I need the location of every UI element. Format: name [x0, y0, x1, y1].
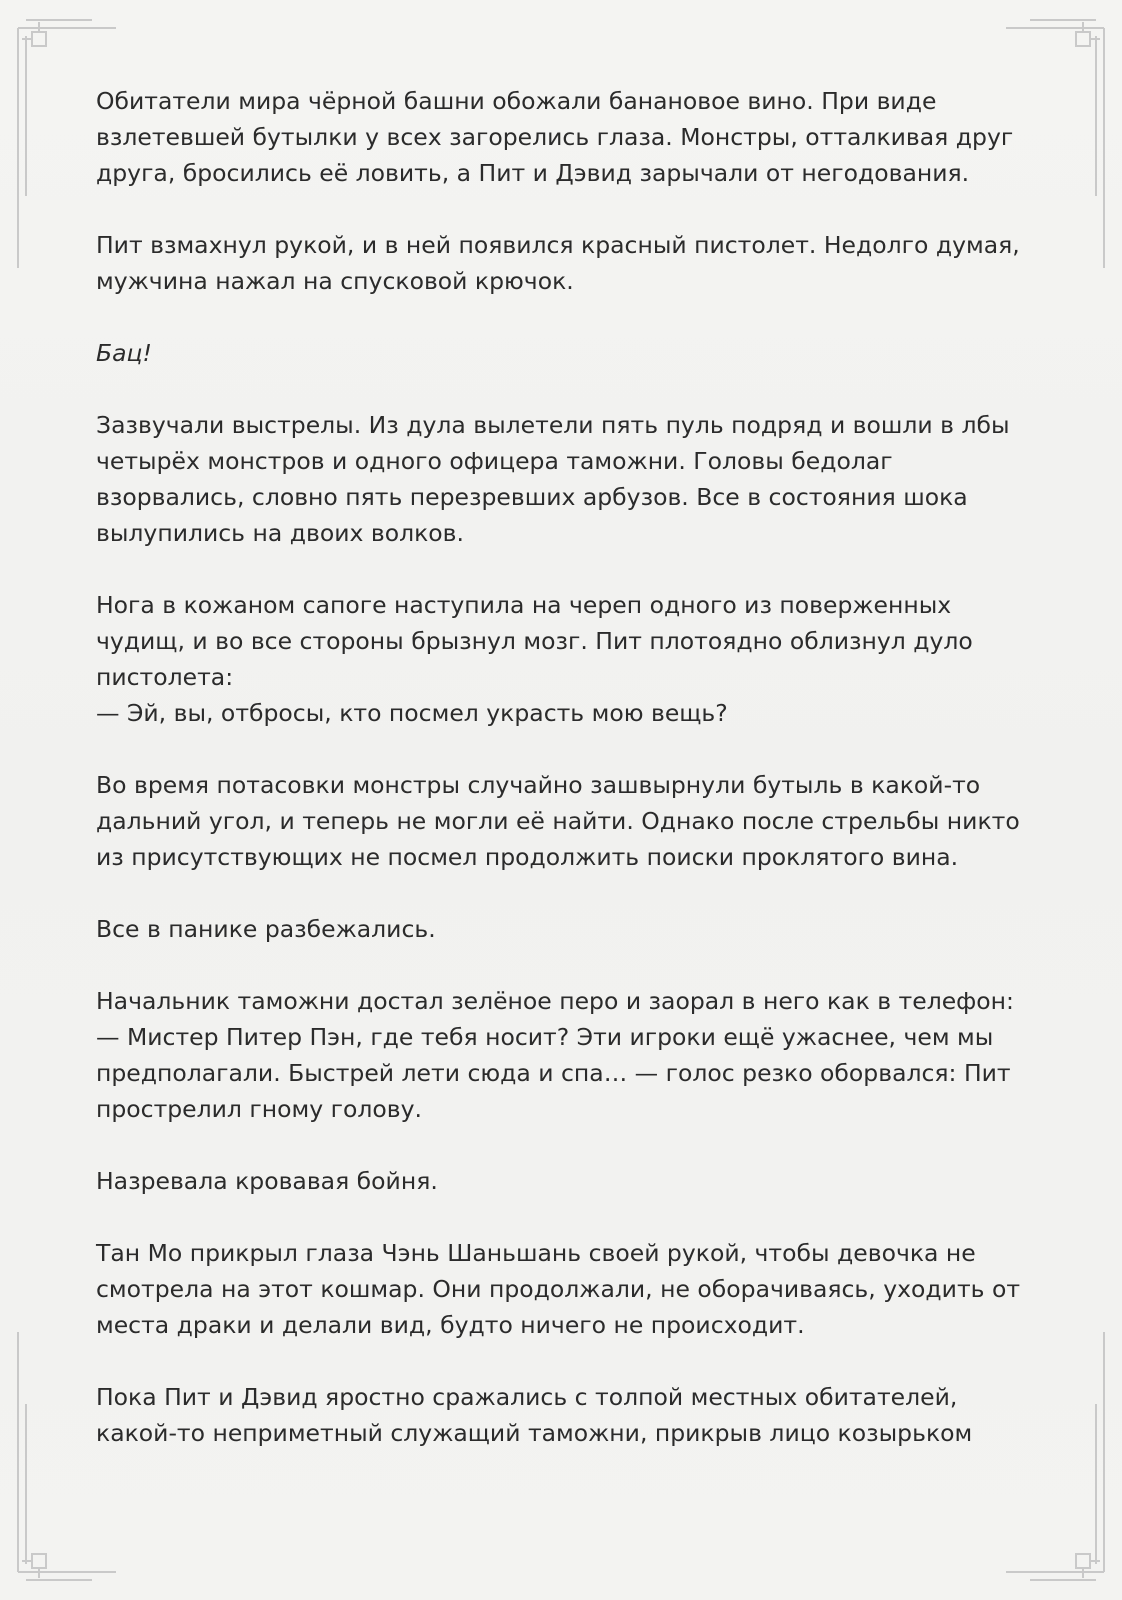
text-line: четырёх монстров и одного офицера таможни. Головы бедолаг: [96, 447, 893, 475]
document-text-body: [96, 83, 1026, 1487]
text-line: Тан Мо прикрыл глаза Чэнь Шаньшань своей рукой, чтобы девочка не: [96, 1239, 976, 1267]
text-line: вылупились на двоих волков.: [96, 519, 465, 547]
text-line: Пока Пит и Дэвид яростно сражались с толпой местных обитателей,: [96, 1383, 958, 1411]
text-line: Все в панике разбежались.: [96, 915, 436, 943]
text-line: Пит взмахнул рукой, и в ней появился красный пистолет. Недолго думая,: [96, 231, 1020, 259]
text-line: Зазвучали выстрелы. Из дула вылетели пять пуль подряд и вошли в лбы: [96, 411, 1010, 439]
text-line: Начальник таможни достал зелёное перо и заорал в него как в телефон:: [96, 987, 1014, 1015]
paragraph: [96, 1235, 1026, 1343]
text-line: предполагали. Быстрей лети сюда и спа… — голос резко оборвался: Пит: [96, 1059, 1011, 1087]
text-line: какой-то неприметный служащий таможни, прикрыв лицо козырьком: [96, 1419, 973, 1447]
paragraph: [96, 335, 1026, 371]
paragraph: [96, 767, 1026, 875]
paragraph: [96, 407, 1026, 551]
text-line: Обитатели мира чёрной башни обожали банановое вино. При виде: [96, 87, 937, 115]
text-line: — Эй, вы, отбросы, кто посмел украсть мою вещь?: [96, 699, 728, 727]
text-line: из присутствующих не посмел продолжить поиски проклятого вина.: [96, 843, 959, 871]
text-line: дальний угол, и теперь не могли её найти. Однако после стрельбы никто: [96, 807, 1020, 835]
text-line: Бац!: [96, 339, 152, 367]
text-line: взорвались, словно пять перезревших арбузов. Все в состояния шока: [96, 483, 968, 511]
text-line: взлетевшей бутылки у всех загорелись глаза. Монстры, отталкивая друг: [96, 123, 1014, 151]
text-line: места драки и делали вид, будто ничего не происходит.: [96, 1311, 805, 1339]
paragraph: [96, 1379, 1026, 1451]
text-line: пистолета:: [96, 663, 234, 691]
text-line: Нога в кожаном сапоге наступила на череп одного из поверженных: [96, 591, 952, 619]
paragraph: [96, 911, 1026, 947]
text-line: друга, бросились её ловить, а Пит и Дэвид зарычали от негодования.: [96, 159, 970, 187]
text-line: — Мистер Питер Пэн, где тебя носит? Эти игроки ещё ужаснее, чем мы: [96, 1023, 994, 1051]
paragraph: [96, 587, 1026, 731]
text-line: мужчина нажал на спусковой крючок.: [96, 267, 574, 295]
text-line: чудищ, и во все стороны брызнул мозг. Пит плотоядно облизнул дуло: [96, 627, 973, 655]
paragraph: [96, 1163, 1026, 1199]
text-line: прострелил гному голову.: [96, 1095, 422, 1123]
text-line: Во время потасовки монстры случайно зашвырнули бутыль в какой-то: [96, 771, 981, 799]
text-line: Назревала кровавая бойня.: [96, 1167, 438, 1195]
paragraph: [96, 983, 1026, 1127]
paragraph: [96, 227, 1026, 299]
text-line: смотрела на этот кошмар. Они продолжали, не оборачиваясь, уходить от: [96, 1275, 1021, 1303]
paragraph: [96, 83, 1026, 191]
